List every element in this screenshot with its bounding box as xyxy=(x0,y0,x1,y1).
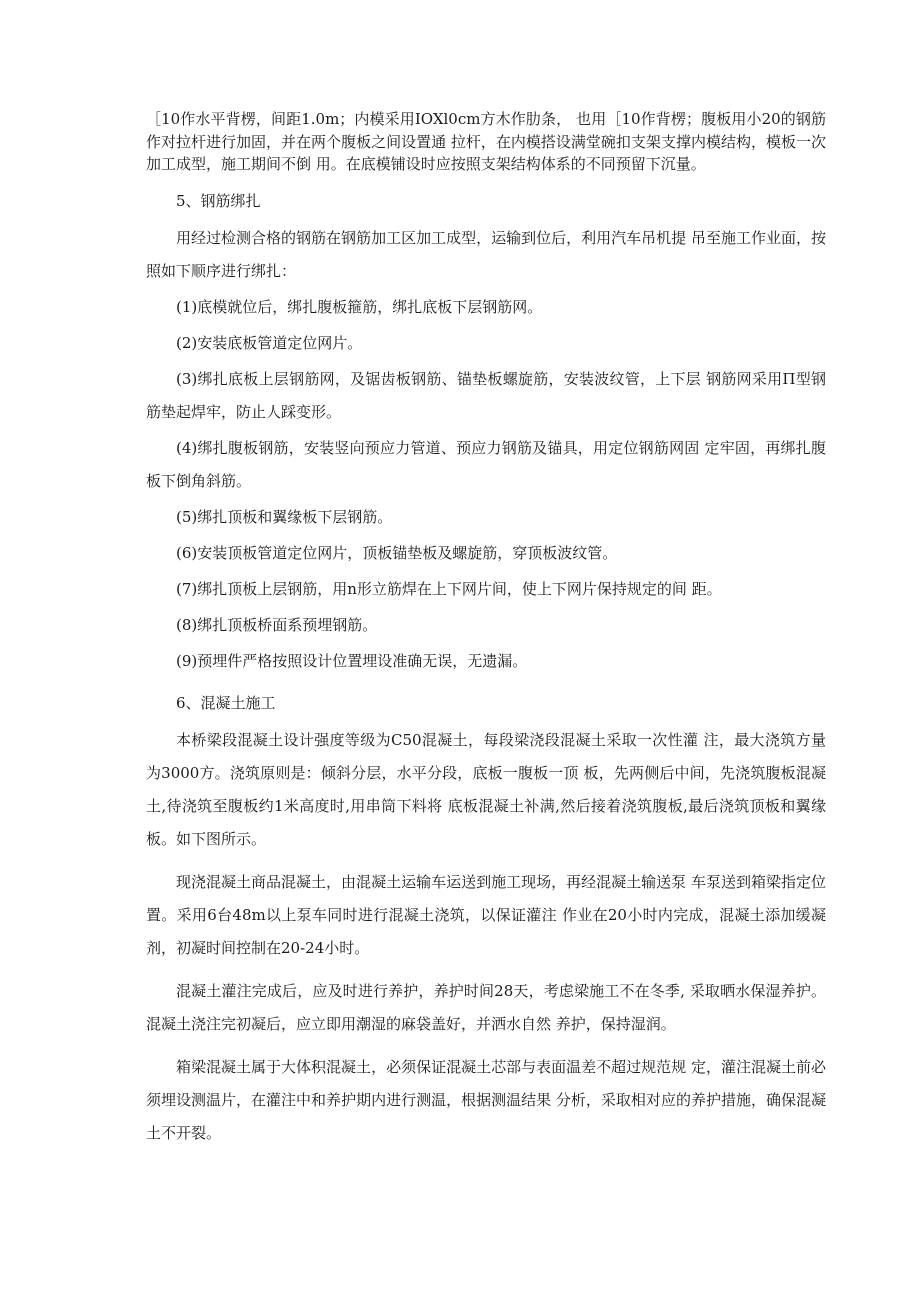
list-item: (6)安装顶板管道定位网片，顶板锚垫板及螺旋筋，穿顶板波纹管。 xyxy=(176,543,618,562)
body-paragraph: 箱梁混凝土属于大体积混凝土，必须保证混凝土芯部与表面温差不超过规范规 定，灌注混凝土前必须埋设测温片，在灌注中和养护期内进行测温，根据测温结果 分析，采取相对应的养护措施，确保混凝土不开裂。 xyxy=(146,1057,826,1142)
body-paragraph: 混凝土灌注完成后，应及时进行养护，养护时间28天，考虑梁施工不在冬季, 采取晒水保湿养护。混凝土浇注完初凝后，应立即用潮湿的麻袋盖好，并洒水自然 养护，保持湿润。 xyxy=(146,981,826,1033)
intro-paragraph: ［10作水平背楞，间距1.0m；内模采用IOXl0cm方木作肋条， 也用［10作背楞；腹板用小20的钢筋作对拉杆进行加固，并在两个腹板之间设置通 拉杆，在内模搭设满堂碗扣支架支撑内模结构，模板一次加工成型，施工期间不倒 用。在底模铺设时应按照支架结构体系的不同预留下沉量。 xyxy=(146,110,826,173)
body-paragraph: 本桥梁段混凝土设计强度等级为C50混凝土，每段梁浇段混凝土采取一次性灌 注，最大浇筑方量为3000方。浇筑原则是：倾斜分层，水平分段，底板一腹板一顶 板，先两侧后中间，先浇筑腹板混凝土,待浇筑至腹板约1米高度时,用串筒下料将 底板混凝土补满,然后接着浇筑腹板,最后浇筑顶板和翼缘板。如下图所示。 xyxy=(146,730,826,848)
section-5-heading: 5、钢筋绑扎 xyxy=(176,191,261,210)
list-item: (4)绑扎腹板钢筋，安装竖向预应力管道、预应力钢筋及锚具，用定位钢筋网固 定牢固，再绑扎腹板下倒角斜筋。 xyxy=(146,438,826,490)
list-item: (1)底模就位后，绑扎腹板箍筋，绑扎底板下层钢筋网。 xyxy=(176,297,543,316)
body-paragraph: 现浇混凝土商品混凝土，由混凝土运输车运送到施工现场，再经混凝土输送泵 车泵送到箱梁指定位置。采用6台48m以上泵车同时进行混凝土浇筑，以保证灌注 作业在20小时内完成，混凝土添加缓凝剂，初凝时间控制在20-24小时。 xyxy=(146,872,826,957)
list-item: (5)绑扎顶板和翼缘板下层钢筋。 xyxy=(176,507,393,526)
list-item: (8)绑扎顶板桥面系预埋钢筋。 xyxy=(176,615,378,634)
list-item: (9)预埋件严格按照设计位置埋设准确无误，无遗漏。 xyxy=(176,651,528,670)
document-page xyxy=(146,108,826,1150)
section-6-heading: 6、混凝土施工 xyxy=(176,693,276,712)
list-item: (7)绑扎顶板上层钢筋，用n形立筋焊在上下网片间，使上下网片保持规定的间 距。 xyxy=(176,579,722,598)
list-item: (2)安装底板管道定位网片。 xyxy=(176,333,363,352)
list-item: (3)绑扎底板上层钢筋网，及锯齿板钢筋、锚垫板螺旋筋，安装波纹管，上下层 钢筋网采用Π型钢筋垫起焊牢，防止人踩变形。 xyxy=(146,369,826,421)
section-5-intro: 用经过检测合格的钢筋在钢筋加工区加工成型，运输到位后，利用汽车吊机提 吊至施工作业面，按照如下顺序进行绑扎： xyxy=(146,228,826,280)
